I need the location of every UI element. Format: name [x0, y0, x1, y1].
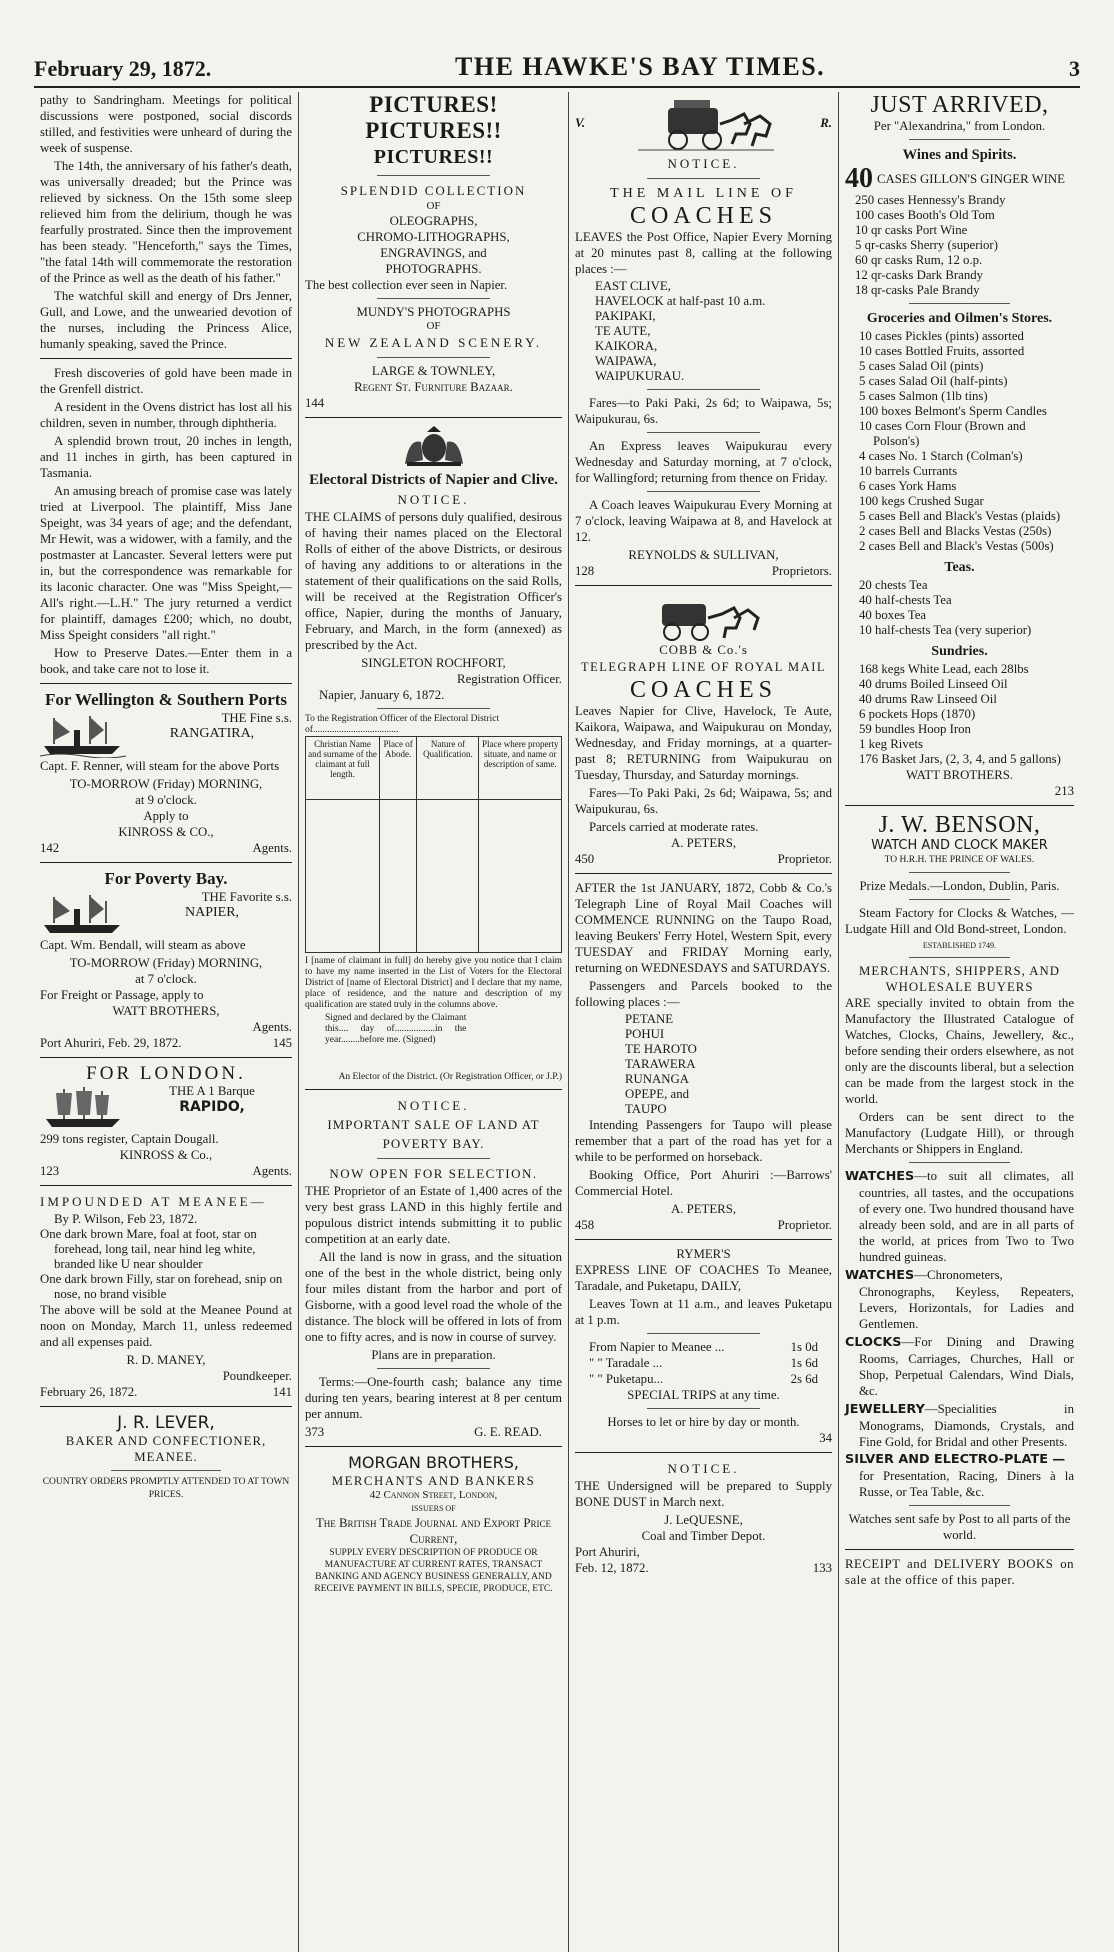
- ad-line: A Coach leaves Waipukurau Every Morning at 7 o'clock, leaving Waipawa at 8, and Havelock at 12.: [575, 498, 832, 544]
- product-name: WATCHES: [845, 1268, 915, 1283]
- divider: [40, 1185, 292, 1186]
- royal-crest-icon: [399, 424, 469, 468]
- london-ad: [40, 1064, 292, 1179]
- list-item: 10 cases Bottled Fruits, assorted: [859, 344, 1025, 358]
- ad-line: MUNDY'S PHOTOGRAPHS: [356, 305, 511, 319]
- divider: [377, 708, 490, 709]
- ad-line: Per "Alexandrina," from London.: [873, 119, 1046, 133]
- divider: [40, 1057, 292, 1058]
- list-item: PETANE: [625, 1012, 674, 1026]
- rymer-ad: [575, 1246, 832, 1446]
- divider: [377, 1368, 490, 1369]
- list-item: 10 half-chests Tea (very superior): [859, 623, 1032, 637]
- divider: [575, 585, 832, 586]
- claim-form-table: [305, 736, 562, 953]
- ad-line: The best collection ever seen in Napier.: [305, 278, 508, 292]
- ad-line: The above will be sold at the Meanee Pound at noon on Monday, March 11, unless redeemed and all expenses paid.: [40, 1303, 292, 1349]
- divider: [909, 957, 1010, 958]
- news-item: A splendid brown trout, 20 inches in length, and 11 inches in girth, has been captured in Tasmania.: [40, 434, 292, 480]
- ad-number: 144: [305, 396, 325, 410]
- ad-line: Coal and Timber Depot.: [641, 1529, 766, 1543]
- ad-line: Proprietors.: [771, 564, 832, 578]
- ad-body: EXPRESS LINE OF COACHES To Meanee, Taradale, and Puketapu, DAILY,: [575, 1263, 832, 1293]
- ad-date: Feb. 12, 1872.: [575, 1561, 649, 1575]
- divider: [575, 1239, 832, 1240]
- divider: [647, 178, 760, 179]
- list-item: 5 cases Salad Oil (half-pints): [859, 374, 1008, 388]
- receipt-books-ad: [845, 1556, 1074, 1588]
- ad-line: An Express leaves Waipukurau every Wednesday and Saturday morning, at 7 o'clock, for Wallingford; returning from thence on Friday.: [575, 439, 832, 485]
- ad-line: WATCH AND CLOCK MAKER: [871, 838, 1048, 853]
- list-item: 2 cases Bell and Blacks Vestas (250s): [859, 524, 1052, 538]
- firm-name: REYNOLDS & SULLIVAN,: [628, 548, 779, 562]
- agent-name: WATT BROTHERS,: [112, 1004, 220, 1018]
- ad-number: 373: [305, 1425, 325, 1439]
- product-item: [845, 1168, 1074, 1265]
- ad-line: The British Trade Journal and Export Price Current,: [315, 1516, 551, 1546]
- ad-line: ESTABLISHED 1749.: [922, 941, 997, 950]
- stagecoach-icon: [628, 94, 778, 152]
- impounded-list: [40, 1227, 292, 1302]
- ad-line: CASES GILLON'S GINGER WINE: [877, 172, 1065, 186]
- ad-body: AFTER the 1st JANUARY, 1872, Cobb & Co.'s Telegraph Line of Royal Mail Coaches will COMMENCE RUNNING on the Taupo Road, leaving Beukers' Ferry Hotel, Western Spit, every TUESDAY and FRIDAY Morning early, returning on WEDNESDAYS and SATURDAYS.: [575, 881, 832, 975]
- ad-line: Leaves Town at 11 a.m., and leaves Puketapu at 1 p.m.: [575, 1297, 832, 1327]
- list-item: 6 cases York Hams: [859, 479, 957, 493]
- divider: [377, 298, 490, 299]
- ad-notice: NOTICE.: [667, 1461, 740, 1476]
- benson-ad: [845, 812, 1074, 1543]
- divider: [909, 303, 1010, 304]
- list-item: 40 boxes Tea: [859, 608, 927, 622]
- form-declaration: I [name of claimant in full] do hereby give you notice that I claim to have my name inserted in the List of Voters for the Electoral District of [name of Electoral District] and I declare that my name, place of residence, and the nature and description of my qualification are stated truly in the columns above.: [305, 956, 562, 1010]
- list-item: PAKIPAKI,: [595, 309, 656, 323]
- fare-price: 2s 6d: [790, 1372, 818, 1386]
- ad-line: Passengers and Parcels booked to the following places :—: [575, 979, 832, 1009]
- ad-line: THE A 1 Barque: [169, 1084, 255, 1098]
- list-item: 10 cases Pickles (pints) assorted: [859, 329, 1024, 343]
- table-header: Place where property situate, and name or description of same.: [479, 737, 562, 800]
- list-item: 60 qr casks Rum, 12 o.p.: [855, 253, 983, 267]
- list-item: 10 cases Corn Flour (Brown and Polson's): [859, 419, 1026, 448]
- places-list: [575, 279, 832, 384]
- list-item: 6 pockets Hops (1870): [859, 707, 976, 721]
- ad-line: TO-MORROW (Friday) MORNING,: [69, 956, 263, 970]
- ad-body: THE Undersigned will be prepared to Supply BONE DUST in March next.: [575, 1479, 832, 1509]
- ad-body: Leaves Napier for Clive, Havelock, Te Aute, Kaikora, Waipawa, and Waipukurau on Monday, Wednesday, and Friday mornings, at a quarter-past 8; RETURNING from Waipukurau on Tuesday, Thursday, and Saturday mornings.: [575, 704, 832, 782]
- list-item: OPEPE, and: [625, 1087, 689, 1101]
- fare-route: " " Puketapu...: [589, 1372, 664, 1386]
- places-list: [575, 1012, 832, 1117]
- sundry-list: [845, 662, 1074, 767]
- fare-route: From Napier to Meanee ...: [589, 1340, 725, 1354]
- ad-line: Intending Passengers for Taupo will please remember that a part of the road has yet for a while to be performed on horseback.: [575, 1118, 832, 1164]
- ad-line: Agents.: [252, 1164, 292, 1178]
- divider: [40, 1406, 292, 1407]
- divider: [909, 899, 1010, 900]
- mail-coach-ad: [575, 92, 832, 579]
- lever-ad: [40, 1413, 292, 1502]
- divider: [647, 491, 760, 492]
- product-text: —Chronometers, Chronographs, Keyless, Repeaters, Levers, Horizontals, for Ladies and Gentlemen.: [859, 1268, 1074, 1331]
- ad-heading: FOR LONDON.: [86, 1063, 246, 1084]
- ad-footer: COUNTRY ORDERS PROMPTLY ATTENDED TO AT TOWN PRICES.: [42, 1477, 290, 1500]
- ad-heading: COACHES: [629, 203, 778, 229]
- newspaper-title: THE HAWKE'S BAY TIMES.: [455, 52, 826, 81]
- stagecoach-icon: [644, 592, 764, 642]
- steamship-icon: [40, 712, 126, 758]
- columns: [34, 92, 1080, 1952]
- list-item: 5 cases Bell and Black's Vestas (plaids): [859, 509, 1061, 523]
- product-text: for Presentation, Racing, Diners à la Russe, or Tea Table, &c.: [859, 1469, 1074, 1499]
- news-continued: [40, 92, 292, 352]
- fare-route: " " Taradale ...: [589, 1356, 663, 1370]
- ad-heading: For Wellington & Southern Ports: [44, 690, 288, 709]
- divider: [909, 872, 1010, 873]
- ad-line: SUPPLY EVERY DESCRIPTION OF PRODUCE OR MANUFACTURE AT CURRENT RATES, TRANSACT BANKING AND AGENCY BUSINESS GENERALLY, AND RECEIVE PAYMENT IN BILLS, SPECIE, PRODUCE, ETC.: [314, 1548, 553, 1594]
- ad-line: SPECIAL TRIPS at any time.: [627, 1388, 780, 1402]
- ad-line: By P. Wilson, Feb 23, 1872.: [54, 1212, 198, 1226]
- ad-line: OF: [426, 200, 441, 212]
- ad-line: Proprietor.: [777, 852, 832, 866]
- list-item: 168 kegs White Lead, each 28lbs: [859, 662, 1029, 676]
- divider: [909, 1505, 1010, 1506]
- divider: [909, 139, 1010, 140]
- barque-icon: [40, 1085, 126, 1131]
- ad-number: 145: [272, 1036, 292, 1050]
- divider: [575, 873, 832, 874]
- ad-line: THE Favorite s.s.: [201, 890, 292, 904]
- ad-heading: MORGAN BROTHERS,: [348, 1453, 519, 1472]
- cobb-coach-ad: [575, 592, 832, 867]
- ad-line: TELEGRAPH LINE OF ROYAL MAIL: [581, 660, 826, 674]
- list-item: 18 qr-casks Pale Brandy: [855, 283, 980, 297]
- signer: A. PETERS,: [670, 1202, 737, 1216]
- column-1: [34, 92, 298, 1952]
- list-item: TARAWERA: [625, 1057, 696, 1071]
- signer: WATT BROTHERS.: [905, 768, 1014, 782]
- ad-line: Plans are in preparation.: [371, 1348, 496, 1362]
- ad-line: Port Ahuriri, Feb. 29, 1872.: [40, 1036, 182, 1050]
- ad-line: Watches sent safe by Post to all parts of the world.: [848, 1512, 1071, 1542]
- quantity: 40: [845, 163, 873, 194]
- ad-line: Parcels carried at moderate rates.: [589, 820, 759, 834]
- ad-line: TO-MORROW (Friday) MORNING,: [69, 777, 263, 791]
- ad-heading: JUST ARRIVED,: [870, 92, 1049, 118]
- royal-initial: V.: [575, 116, 586, 130]
- ad-number: 450: [575, 852, 595, 866]
- section-heading: Teas.: [944, 560, 975, 575]
- ad-line: Apply to: [143, 809, 189, 823]
- section-heading: Sundries.: [931, 644, 988, 659]
- list-item: KAIKORA,: [595, 339, 658, 353]
- ad-line: Prize Medals.—London, Dublin, Paris.: [859, 879, 1060, 893]
- ad-line: SPLENDID COLLECTION: [340, 183, 527, 198]
- form-signed: Signed and declared by the Claimant this.... day of.................in the year........before me. (Signed): [325, 1013, 467, 1045]
- product-name: JEWELLERY: [845, 1402, 925, 1417]
- divider: [305, 1089, 562, 1090]
- ad-line: THE Fine s.s.: [221, 711, 292, 725]
- divider: [40, 862, 292, 863]
- product-name: SILVER AND ELECTRO-PLATE —: [845, 1452, 1066, 1467]
- issue-date: February 29, 1872.: [34, 56, 212, 81]
- list-item: EAST CLIVE,: [595, 279, 671, 293]
- ad-line: Capt. F. Renner, will steam for the above Ports: [40, 759, 280, 773]
- list-item: 5 cases Salmon (1lb tins): [859, 389, 988, 403]
- ad-number: 142: [40, 841, 60, 855]
- ad-line: Registration Officer.: [457, 672, 562, 686]
- ad-line: MERCHANTS AND BANKERS: [331, 1474, 536, 1488]
- ad-heading: PICTURES!!: [373, 146, 494, 168]
- grocery-list: [845, 329, 1074, 554]
- ad-heading: PICTURES! PICTURES!!: [365, 92, 502, 143]
- impounded-ad: [40, 1192, 292, 1400]
- product-text: —Specialities in Monograms, Diamonds, Crystals, and Fine Gold, for Bridal and other Presents.: [859, 1402, 1074, 1449]
- pictures-ad: [305, 92, 562, 411]
- ad-heading: IMPORTANT SALE OF LAND AT POVERTY BAY.: [327, 1117, 540, 1151]
- divider: [845, 805, 1074, 806]
- news-item: How to Preserve Dates.—Enter them in a book, and take care not to lose it.: [40, 646, 292, 676]
- ad-line: For Freight or Passage, apply to: [40, 988, 204, 1002]
- ad-heading: J. R. LEVER,: [117, 1413, 215, 1433]
- ad-line: CHROMO-LITHOGRAPHS,: [357, 230, 510, 244]
- list-item: 250 cases Hennessy's Brandy: [855, 193, 1006, 207]
- just-arrived-ad: [845, 92, 1074, 799]
- table-header: Christian Name and surname of the claimant at full length.: [306, 737, 380, 800]
- list-item: RUNANGA: [625, 1072, 689, 1086]
- steamship-icon: [40, 891, 126, 937]
- ad-number: 123: [40, 1164, 60, 1178]
- firm-name: LARGE & TOWNLEY,: [371, 364, 496, 378]
- list-item: 100 boxes Belmont's Sperm Candles: [859, 404, 1047, 418]
- list-item: TE HAROTO: [625, 1042, 697, 1056]
- table-header: Place of Abode.: [379, 737, 416, 800]
- list-item: 2 cases Bell and Black's Vestas (500s): [859, 539, 1054, 553]
- fare-price: 1s 0d: [790, 1340, 818, 1354]
- product-item: [845, 1267, 1074, 1332]
- news-paragraph: The watchful skill and energy of Drs Jenner, Gull, and Lowe, and the unwearied devotion of the nurses, including the Princess Alice, humanly speaking, saved the Prince.: [40, 289, 292, 351]
- taupo-coach-ad: [575, 880, 832, 1233]
- ad-number: 141: [272, 1385, 292, 1399]
- ad-line: Poundkeeper.: [222, 1369, 292, 1383]
- ad-body: ARE specially invited to obtain from the Manufactory the Illustrated Catalogue of Watches, Clocks, Chains, Jewellery, &c., before sending their orders elsewhere, as not only are the discounts liberal, but a selection can be made from the largest stock in the world.: [845, 996, 1074, 1106]
- list-item: 5 qr-casks Sherry (superior): [855, 238, 998, 252]
- signer: J. LeQUESNE,: [664, 1513, 743, 1527]
- list-item: 20 chests Tea: [859, 578, 928, 592]
- list-item: 100 cases Booth's Old Tom: [855, 208, 995, 222]
- list-item: 5 cases Salad Oil (pints): [859, 359, 984, 373]
- ad-line: Proprietor.: [777, 1218, 832, 1232]
- list-item: WAIPAWA,: [595, 354, 657, 368]
- section-heading: Groceries and Oilmen's Stores.: [866, 311, 1053, 326]
- ad-heading: Electoral Districts of Napier and Clive.: [309, 472, 558, 488]
- product-item: [845, 1401, 1074, 1450]
- form-header: To the Registration Officer of the Electoral District of....................................: [305, 714, 500, 735]
- list-item: One dark brown Filly, star on forehead, snip on nose, no brand visible: [40, 1272, 283, 1301]
- ship-name: RANGATIRA,: [169, 726, 255, 741]
- list-item: 40 drums Boiled Linseed Oil: [859, 677, 1008, 691]
- ad-line: NOW OPEN FOR SELECTION.: [329, 1166, 538, 1181]
- electoral-ad: [305, 424, 562, 1083]
- lequesne-ad: [575, 1459, 832, 1576]
- signer: R. D. MANEY,: [126, 1353, 206, 1367]
- ad-number: 133: [812, 1561, 832, 1575]
- news-paragraph: The 14th, the anniversary of his father's death, was universally dreaded; but the Prince was relieved by sickness. On the 15th some sleep relieved him from the delirium, though he was fearfully prostrated. Since then the improvement has been steady. "Henceforth," says the Times, "the fatal 14th will commemorate the restoration of the Prince as well as the death of his father.": [40, 159, 292, 285]
- ad-line: OF: [426, 320, 441, 332]
- ad-date: Napier, January 6, 1872.: [319, 688, 445, 702]
- ad-heading: COACHES: [629, 677, 778, 703]
- divider: [845, 1549, 1074, 1550]
- table-header: Nature of Qualification.: [417, 737, 479, 800]
- ad-body: RECEIPT and DELIVERY BOOKS on sale at the office of this paper.: [845, 1557, 1074, 1587]
- list-item: 10 qr casks Port Wine: [855, 223, 968, 237]
- wine-list: [845, 193, 1074, 298]
- divider: [575, 1452, 832, 1453]
- divider: [40, 683, 292, 684]
- ad-line: MERCHANTS, SHIPPERS, AND WHOLESALE BUYERS: [858, 964, 1061, 994]
- ad-number: 458: [575, 1218, 595, 1232]
- column-3: [568, 92, 838, 1952]
- list-item: 4 cases No. 1 Starch (Colman's): [859, 449, 1023, 463]
- list-item: 1 keg Rivets: [859, 737, 923, 751]
- divider: [377, 357, 490, 358]
- ad-line: Fares—to Paki Paki, 2s 6d; to Waipawa, 5s; Waipukurau, 6s.: [575, 396, 832, 426]
- ad-body: All the land is now in grass, and the situation one of the best in the whole district, being only four miles distant from the harbor and port of Gisborne, with a good level road the whole of the distance. The block will be offered in lots of from one to fifty acres, and is now in course of survey.: [305, 1250, 562, 1344]
- ad-line: at 7 o'clock.: [135, 972, 197, 986]
- masthead: [34, 44, 1080, 88]
- land-sale-ad: [305, 1096, 562, 1440]
- ad-line: Capt. Wm. Bendall, will steam as above: [40, 938, 246, 952]
- ad-line: Agents.: [252, 1020, 292, 1034]
- list-item: 10 barrels Currants: [859, 464, 958, 478]
- list-item: TE AUTE,: [595, 324, 651, 338]
- ad-number: 34: [819, 1431, 832, 1445]
- ad-number: 213: [1054, 784, 1074, 798]
- ad-body: THE Proprietor of an Estate of 1,400 acres of the very best grass LAND in this highly fertile and populous district intends submitting it to public competition at an early date.: [305, 1184, 562, 1246]
- ad-line: MEANEE.: [134, 1450, 198, 1464]
- divider: [377, 1158, 490, 1159]
- column-2: [298, 92, 568, 1952]
- list-item: 59 bundles Hoop Iron: [859, 722, 971, 736]
- ad-line: Orders can be sent direct to the Manufactory (Ludgate Hill), or through Merchants or Shippers in England.: [845, 1110, 1074, 1156]
- ad-heading: J. W. BENSON,: [878, 812, 1041, 838]
- product-text: —For Dining and Drawing Rooms, Carriages, Churches, Hall or Shop, Perpetual Calendars, Wind Dials, &c.: [859, 1335, 1074, 1398]
- list-item: 40 drums Raw Linseed Oil: [859, 692, 997, 706]
- ad-date: February 26, 1872.: [40, 1385, 138, 1399]
- divider: [111, 1470, 222, 1471]
- list-item: 100 kegs Crushed Sugar: [859, 494, 984, 508]
- wellington-ad: [40, 690, 292, 856]
- agent-name: KINROSS & Co.,: [119, 1148, 213, 1162]
- ad-notice: NOTICE.: [397, 492, 470, 507]
- ad-line: Regent St. Furniture Bazaar.: [354, 380, 513, 394]
- ad-notice: NOTICE.: [397, 1098, 470, 1113]
- agent-name: KINROSS & CO.,: [118, 825, 214, 839]
- ad-number: 128: [575, 564, 595, 578]
- divider: [377, 175, 490, 176]
- ad-line: 42 Cannon Street, London,: [369, 1489, 498, 1501]
- list-item: 176 Basket Jars, (2, 3, 4, and 5 gallons): [859, 752, 1061, 766]
- ad-line: OLEOGRAPHS,: [389, 214, 478, 228]
- divider: [40, 358, 292, 359]
- product-name: WATCHES: [845, 1169, 915, 1184]
- ad-line: at 9 o'clock.: [135, 793, 197, 807]
- news-item: An amusing breach of promise case was lately tried at Liverpool. The plaintiff, Miss Jane Speight, was 34 years of age; and the defendant, Mr Hewit, was a widower, with a family, and the postmaster at Lancaster. Several letters were put in, but the correspondence was remarkable for its laconic character. One was "Miss Speight,—All's right.—L.H." The jury returned a verdict for plaintiff, damages £200; which, no doubt, Miss Speight considers "all right.": [40, 484, 292, 642]
- product-item: [845, 1334, 1074, 1399]
- ad-line: ENGRAVINGS, and: [380, 246, 487, 260]
- section-heading: Wines and Spirits.: [902, 147, 1017, 163]
- ad-heading: RYMER'S: [676, 1247, 731, 1261]
- signer: SINGLETON ROCHFORT,: [361, 656, 506, 670]
- ad-line: NEW ZEALAND SCENERY.: [324, 335, 543, 350]
- news-paragraph: pathy to Sandringham. Meetings for political discussions were postponed, social discords stilled, and festivities were unheard of during the week of suspense.: [40, 93, 292, 155]
- news-item: A resident in the Ovens district has lost all his children, seven in number, through diphtheria.: [40, 400, 292, 430]
- fare-price: 1s 6d: [790, 1356, 818, 1370]
- divider: [647, 1333, 760, 1334]
- ad-line: THE MAIL LINE OF: [610, 186, 797, 201]
- divider: [647, 389, 760, 390]
- list-item: HAVELOCK at half-past 10 a.m.: [595, 294, 766, 308]
- ad-line: Steam Factory for Clocks & Watches, —Ludgate Hill and Old Bond-street, London.: [845, 906, 1074, 936]
- ad-line: BAKER AND CONFECTIONER,: [65, 1434, 267, 1448]
- divider: [305, 1446, 562, 1447]
- divider: [647, 1408, 760, 1409]
- ad-terms: Terms:—One-fourth cash; balance any time during ten years, bearing interest at 8 per centum per annum.: [305, 1375, 562, 1421]
- ad-line: Booking Office, Port Ahuriri :—Barrows' Commercial Hotel.: [575, 1168, 832, 1198]
- ad-line: 299 tons register, Captain Dougall.: [40, 1132, 219, 1146]
- news-item: Fresh discoveries of gold have been made in the Grenfell district.: [40, 366, 292, 396]
- morgan-ad: [305, 1453, 562, 1595]
- product-text: —to suit all climates, all countries, all tastes, and the occupations of every one. Two hundred thousand have already been sold, and are in all parts of the world, at prices from Two to Two hundred guineas.: [859, 1169, 1074, 1264]
- ad-body: LEAVES the Post Office, Napier Every Morning at 20 minutes past 8, calling at the following places :—: [575, 230, 832, 276]
- ad-heading: IMPOUNDED AT MEANEE—: [40, 1194, 267, 1209]
- ad-line: TO H.R.H. THE PRINCE OF WALES.: [884, 855, 1035, 865]
- ad-line: Fares—To Paki Paki, 2s 6d; Waipawa, 5s; and Waipukurau, 6s.: [575, 786, 832, 816]
- signer: G. E. READ.: [474, 1425, 542, 1439]
- ship-name: RAPIDO,: [179, 1099, 245, 1115]
- ad-line: PHOTOGRAPHS.: [385, 262, 482, 276]
- ad-line: Horses to let or hire by day or month.: [607, 1415, 800, 1429]
- form-elector: An Elector of the District. (Or Registration Officer, or J.P.): [338, 1072, 562, 1082]
- divider: [647, 432, 760, 433]
- signer: A. PETERS,: [670, 836, 737, 850]
- poverty-bay-ad: [40, 869, 292, 1051]
- tea-list: [845, 578, 1074, 638]
- page-number: 3: [1068, 56, 1080, 81]
- ad-heading: For Poverty Bay.: [104, 869, 228, 888]
- ship-name: NAPIER,: [184, 905, 240, 920]
- list-item: 40 half-chests Tea: [859, 593, 952, 607]
- ad-heading: COBB & Co.'s: [659, 643, 748, 657]
- news-items: [40, 365, 292, 677]
- list-item: One dark brown Mare, foal at foot, star on forehead, long tail, near hind leg white, branded like U near shoulder: [40, 1227, 257, 1271]
- ad-line: Port Ahuriri,: [575, 1545, 640, 1559]
- product-name: CLOCKS: [845, 1335, 902, 1350]
- divider: [305, 417, 562, 418]
- list-item: 12 qr-casks Dark Brandy: [855, 268, 984, 282]
- ad-body: THE CLAIMS of persons duly qualified, desirous of having their names placed on the Electoral Rolls of either of the above Districts, or desirous of having any additions to or alterations in the statement of their qualifications on the said Rolls, will be received at the Registration Officer's office, Napier, during the months of January, February, and March, in the form (annexed) as prescribed by the Act.: [305, 510, 562, 652]
- list-item: POHUI: [625, 1027, 665, 1041]
- divider: [909, 1162, 1010, 1163]
- royal-initial: R.: [820, 116, 832, 130]
- ad-line: ISSUERS OF: [411, 1504, 456, 1513]
- ad-notice: NOTICE.: [667, 156, 740, 171]
- column-4: [838, 92, 1080, 1952]
- ad-line: Agents.: [252, 841, 292, 855]
- list-item: TAUPO: [625, 1102, 667, 1116]
- list-item: WAIPUKURAU.: [595, 369, 685, 383]
